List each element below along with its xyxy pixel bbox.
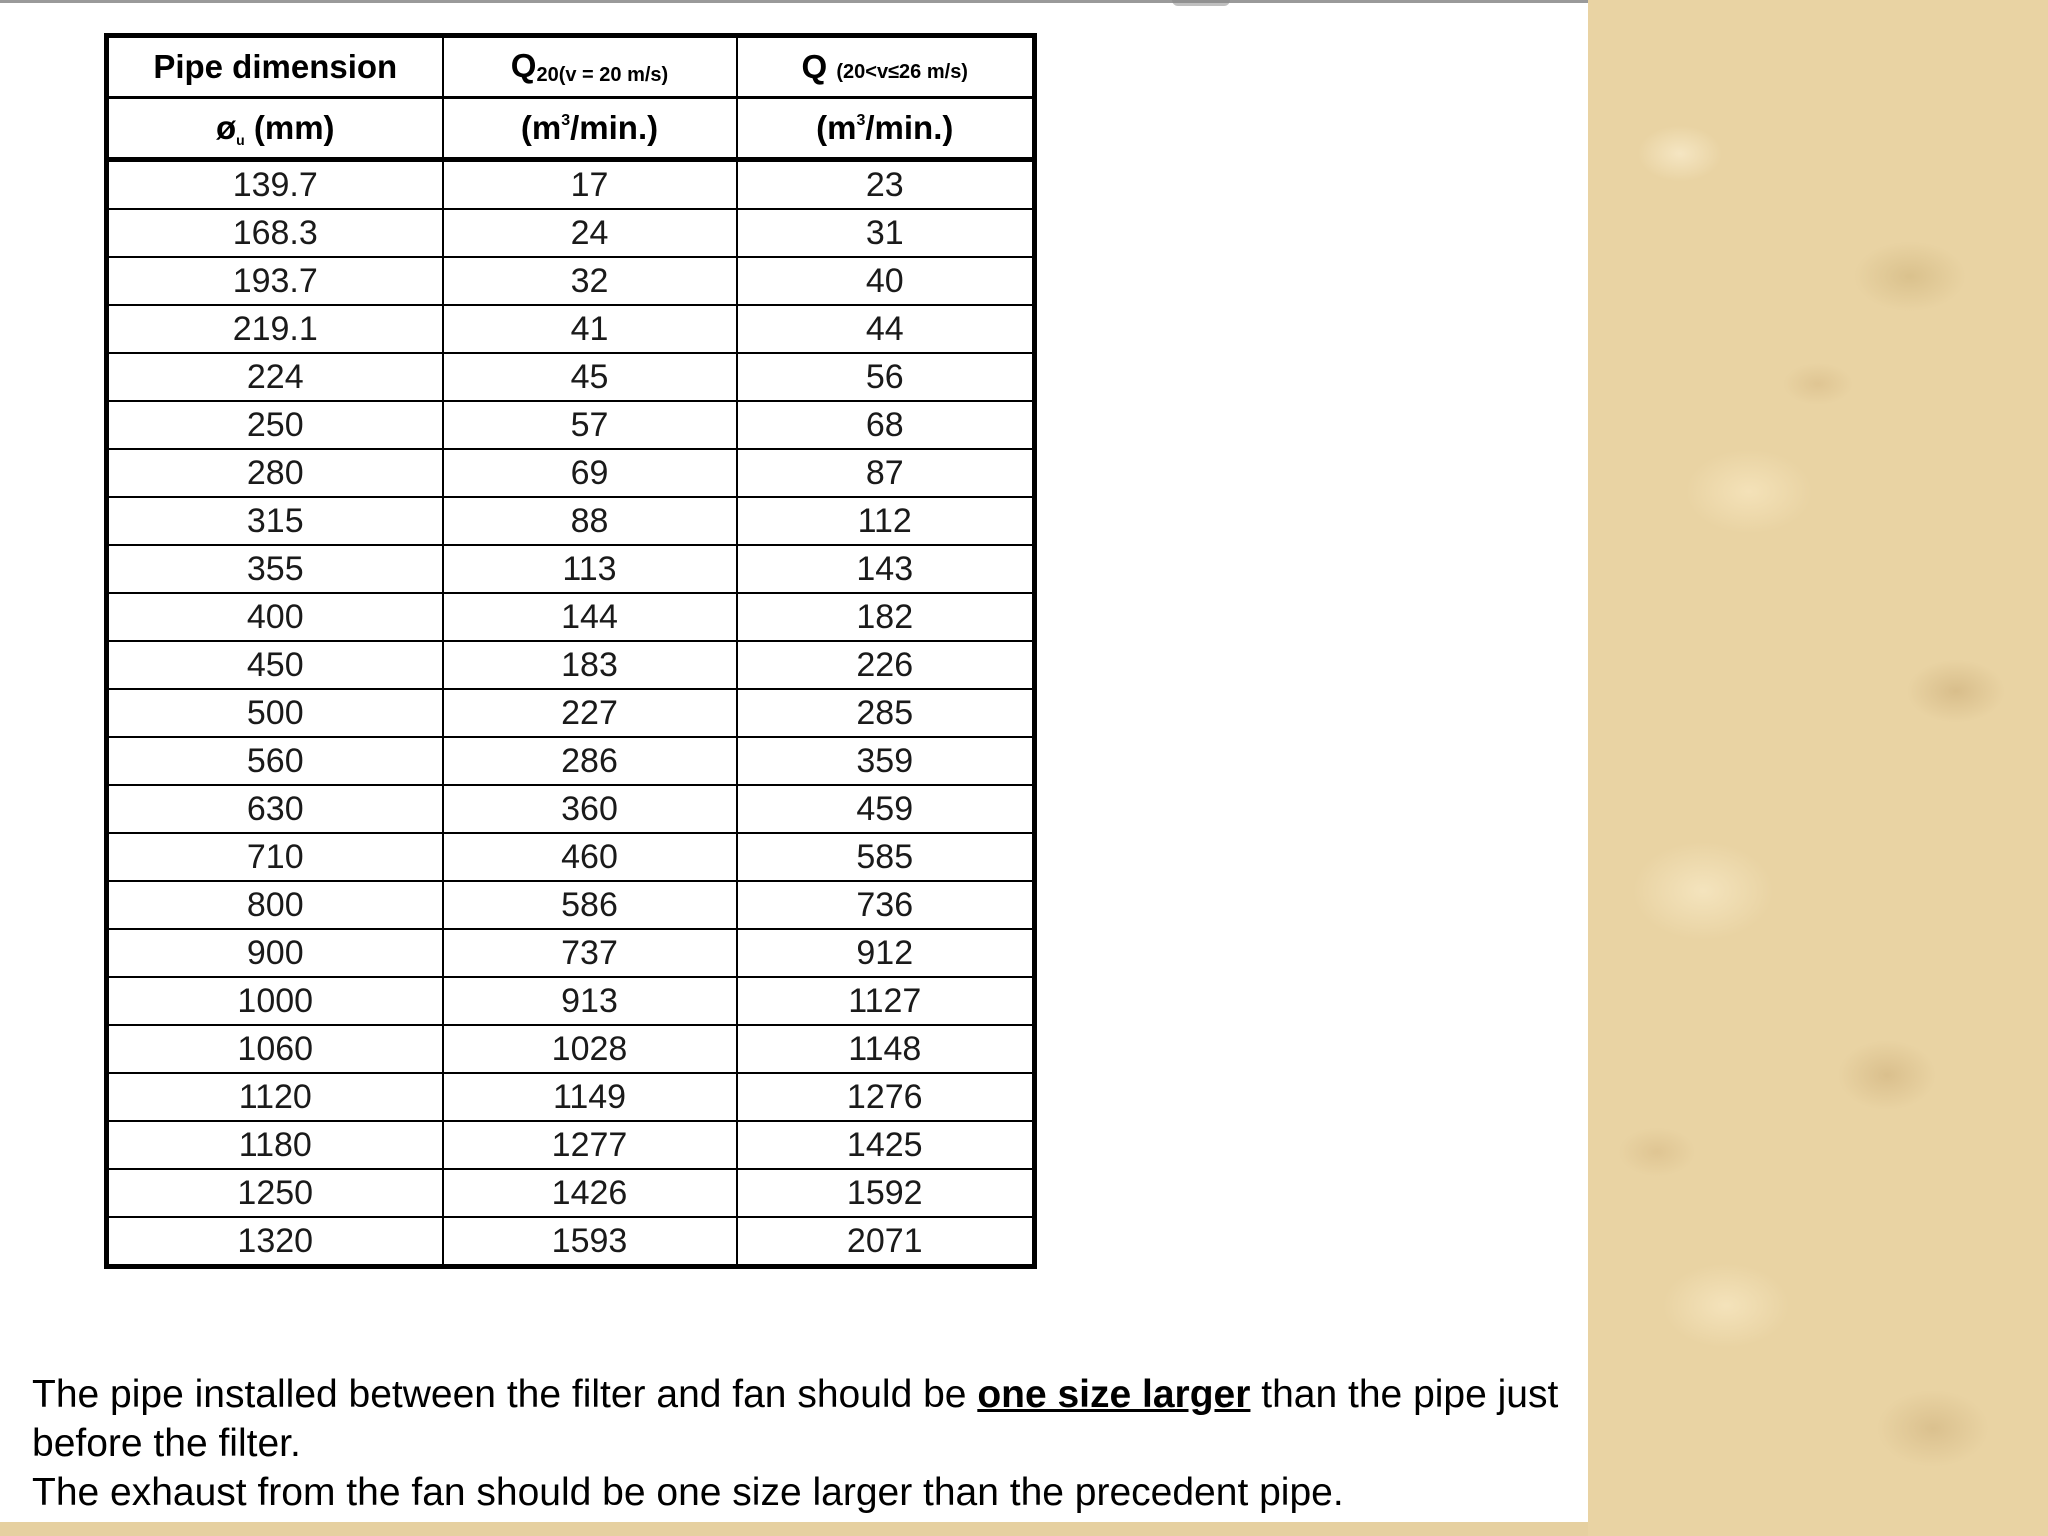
header-row-2 (107, 98, 1035, 160)
q-range-cell: 56 (737, 353, 1035, 401)
table-row (107, 641, 1035, 689)
q-range-cell: 359 (737, 737, 1035, 785)
top-rule (0, 0, 1588, 3)
table-row (107, 881, 1035, 929)
pipe-diameter-cell: 500 (107, 689, 443, 737)
table-row (107, 1073, 1035, 1121)
top-edge-mark (1172, 0, 1230, 6)
q-range-cell: 31 (737, 209, 1035, 257)
q20-cell: 32 (443, 257, 737, 305)
q-range-cell: 1592 (737, 1169, 1035, 1217)
table-row (107, 353, 1035, 401)
q20-cell: 1277 (443, 1121, 737, 1169)
note-line-2: The exhaust from the fan should be one size larger than the precedent pipe. (32, 1471, 1344, 1514)
table-row (107, 1121, 1035, 1169)
q-range-cell: 285 (737, 689, 1035, 737)
q-range-cell: 40 (737, 257, 1035, 305)
table-row (107, 497, 1035, 545)
q-range-cell: 44 (737, 305, 1035, 353)
q20-cell: 17 (443, 160, 737, 210)
q20-cell: 24 (443, 209, 737, 257)
table-row (107, 545, 1035, 593)
installation-note (32, 1370, 1572, 1517)
pipe-diameter-cell: 315 (107, 497, 443, 545)
pipe-diameter-cell: 355 (107, 545, 443, 593)
q-range-cell: 112 (737, 497, 1035, 545)
table-row (107, 1169, 1035, 1217)
q20-cell: 737 (443, 929, 737, 977)
pipe-diameter-cell: 1180 (107, 1121, 443, 1169)
q-range-cell: 68 (737, 401, 1035, 449)
q-range-cell: 459 (737, 785, 1035, 833)
pipe-diameter-cell: 139.7 (107, 160, 443, 210)
q20-cell: 144 (443, 593, 737, 641)
q20-cell: 286 (443, 737, 737, 785)
table-row (107, 209, 1035, 257)
header-diameter-unit: $ø_u$ (mm) (107, 98, 443, 160)
header-q20: $Q_{20(v = 20 m/s)}$ (443, 36, 737, 98)
note-line-1: The pipe installed between the filter and fan should be one size larger than the pipe just before the filter. (32, 1373, 1559, 1465)
pipe-flow-table (104, 33, 1037, 1269)
header-row-1 (107, 36, 1035, 98)
pipe-diameter-cell: 1120 (107, 1073, 443, 1121)
header-q-range-unit: $(m^3/\min.)$ (737, 98, 1035, 160)
q20-cell: 88 (443, 497, 737, 545)
q20-cell: 586 (443, 881, 737, 929)
table-row (107, 160, 1035, 210)
q-range-cell: 736 (737, 881, 1035, 929)
pipe-diameter-cell: 560 (107, 737, 443, 785)
table-row (107, 593, 1035, 641)
pipe-diameter-cell: 219.1 (107, 305, 443, 353)
pipe-diameter-cell: 224 (107, 353, 443, 401)
pipe-diameter-cell: 168.3 (107, 209, 443, 257)
pipe-diameter-cell: 710 (107, 833, 443, 881)
q20-cell: 113 (443, 545, 737, 593)
q20-cell: 1149 (443, 1073, 737, 1121)
pipe-diameter-cell: 280 (107, 449, 443, 497)
header-pipe-dimension: Pipe dimension (107, 36, 443, 98)
pipe-diameter-cell: 400 (107, 593, 443, 641)
table-row (107, 785, 1035, 833)
table-row (107, 401, 1035, 449)
pipe-diameter-cell: 900 (107, 929, 443, 977)
q20-cell: 41 (443, 305, 737, 353)
q-range-cell: 1425 (737, 1121, 1035, 1169)
pipe-diameter-cell: 1250 (107, 1169, 443, 1217)
header-q-range: Q (20<v≤26 m/s) (737, 36, 1035, 98)
pipe-diameter-cell: 630 (107, 785, 443, 833)
table-body (107, 160, 1035, 1267)
pipe-diameter-cell: 250 (107, 401, 443, 449)
table-row (107, 833, 1035, 881)
pipe-diameter-cell: 450 (107, 641, 443, 689)
table-row (107, 1217, 1035, 1267)
q20-cell: 45 (443, 353, 737, 401)
q-range-cell: 226 (737, 641, 1035, 689)
table-row (107, 689, 1035, 737)
pipe-diameter-cell: 1060 (107, 1025, 443, 1073)
table-row (107, 305, 1035, 353)
q20-cell: 360 (443, 785, 737, 833)
q-range-cell: 912 (737, 929, 1035, 977)
table-row (107, 977, 1035, 1025)
table-row (107, 449, 1035, 497)
note-emphasis: one size larger (977, 1373, 1251, 1416)
table-row (107, 257, 1035, 305)
q-range-cell: 585 (737, 833, 1035, 881)
pipe-diameter-cell: 1000 (107, 977, 443, 1025)
table-row (107, 737, 1035, 785)
q20-cell: 227 (443, 689, 737, 737)
parchment-bottom-strip (0, 1522, 1588, 1536)
parchment-background-panel (1588, 0, 2048, 1536)
q-range-cell: 87 (737, 449, 1035, 497)
q-range-cell: 23 (737, 160, 1035, 210)
q20-cell: 1426 (443, 1169, 737, 1217)
table-row (107, 1025, 1035, 1073)
pipe-diameter-cell: 1320 (107, 1217, 443, 1267)
q20-cell: 1593 (443, 1217, 737, 1267)
q20-cell: 57 (443, 401, 737, 449)
q20-cell: 913 (443, 977, 737, 1025)
q-range-cell: 182 (737, 593, 1035, 641)
q20-cell: 69 (443, 449, 737, 497)
pipe-diameter-cell: 800 (107, 881, 443, 929)
q-range-cell: 1127 (737, 977, 1035, 1025)
q-range-cell: 143 (737, 545, 1035, 593)
q20-cell: 183 (443, 641, 737, 689)
q-range-cell: 1276 (737, 1073, 1035, 1121)
header-q20-unit: $(m^3/\min.)$ (443, 98, 737, 160)
table-row (107, 929, 1035, 977)
q-range-cell: 2071 (737, 1217, 1035, 1267)
q20-cell: 460 (443, 833, 737, 881)
pipe-diameter-cell: 193.7 (107, 257, 443, 305)
q20-cell: 1028 (443, 1025, 737, 1073)
q-range-cell: 1148 (737, 1025, 1035, 1073)
